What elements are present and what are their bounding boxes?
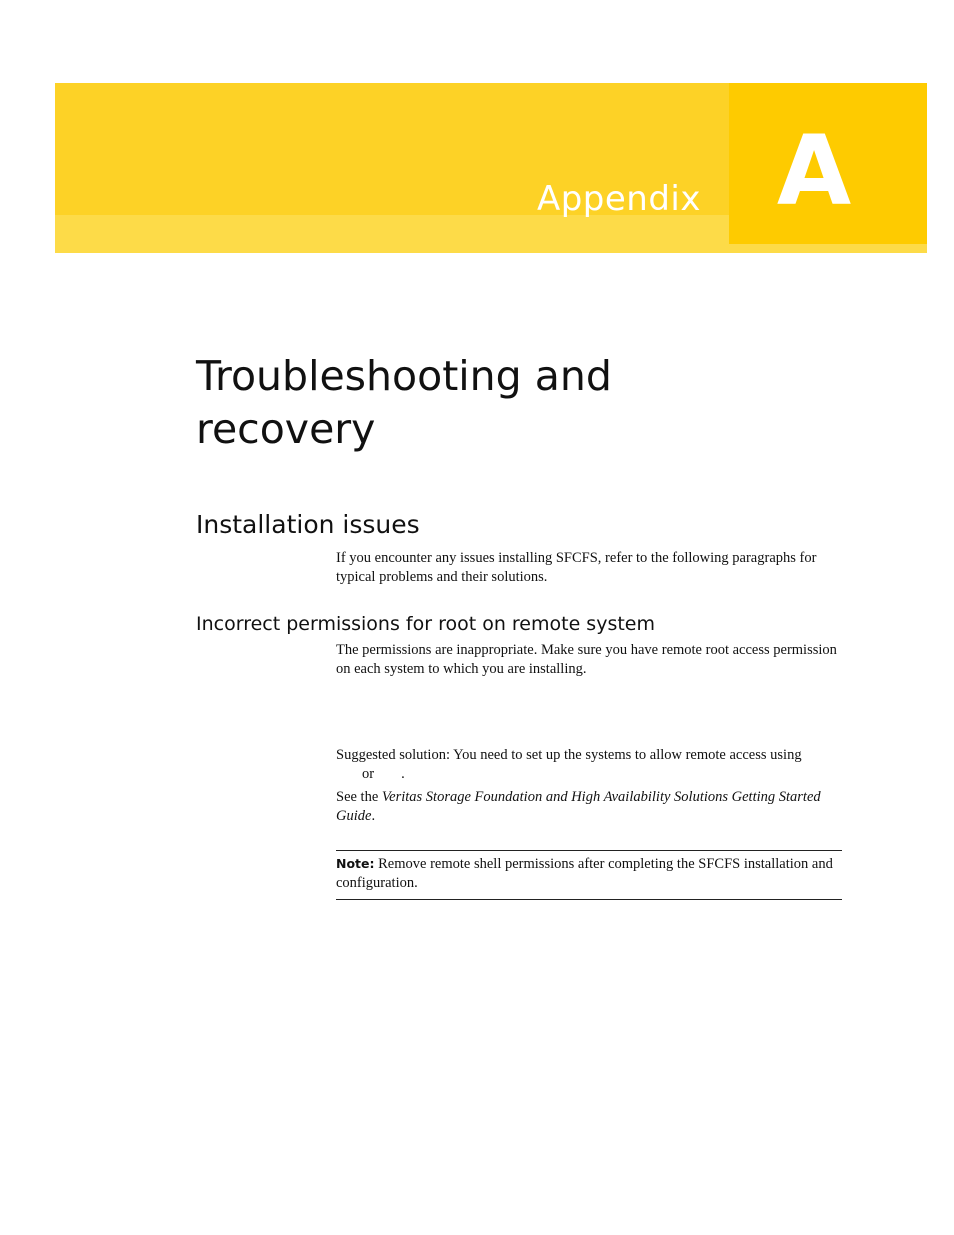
appendix-letter: A: [776, 115, 852, 227]
see-guide-paragraph: [336, 788, 842, 826]
section-intro-paragraph: If you encounter any issues installing SFCFS, refer to the following paragraphs for typical problems and their solutions.: [336, 550, 817, 585]
subsection-title: Incorrect permissions for root on remote system: [196, 613, 655, 635]
chapter-title-line1: Troubleshooting and: [196, 352, 612, 400]
note-box: [336, 850, 842, 900]
note-text: Remove remote shell permissions after completing the SFCFS installation and configuration.: [336, 856, 833, 891]
solution-or: or: [362, 766, 375, 782]
suggested-solution-paragraph: [336, 746, 842, 784]
subsection-body-paragraph: The permissions are inappropriate. Make sure you have remote root access permission on each system to which you are installing.: [336, 642, 837, 677]
chapter-title: [196, 350, 796, 456]
solution-text: Suggested solution: You need to set up the systems to allow remote access using: [336, 747, 802, 763]
chapter-banner: [55, 83, 927, 253]
appendix-label: Appendix: [536, 179, 701, 219]
note-label: Note:: [336, 856, 375, 871]
see-suffix: .: [371, 808, 376, 824]
chapter-title-line2: recovery: [196, 405, 376, 453]
see-prefix: See the: [336, 789, 382, 805]
guide-title-link: Veritas Storage Foundation and High Availability Solutions Getting Started Guide: [336, 789, 821, 824]
solution-end: .: [401, 766, 405, 782]
section-title: Installation issues: [196, 510, 420, 539]
